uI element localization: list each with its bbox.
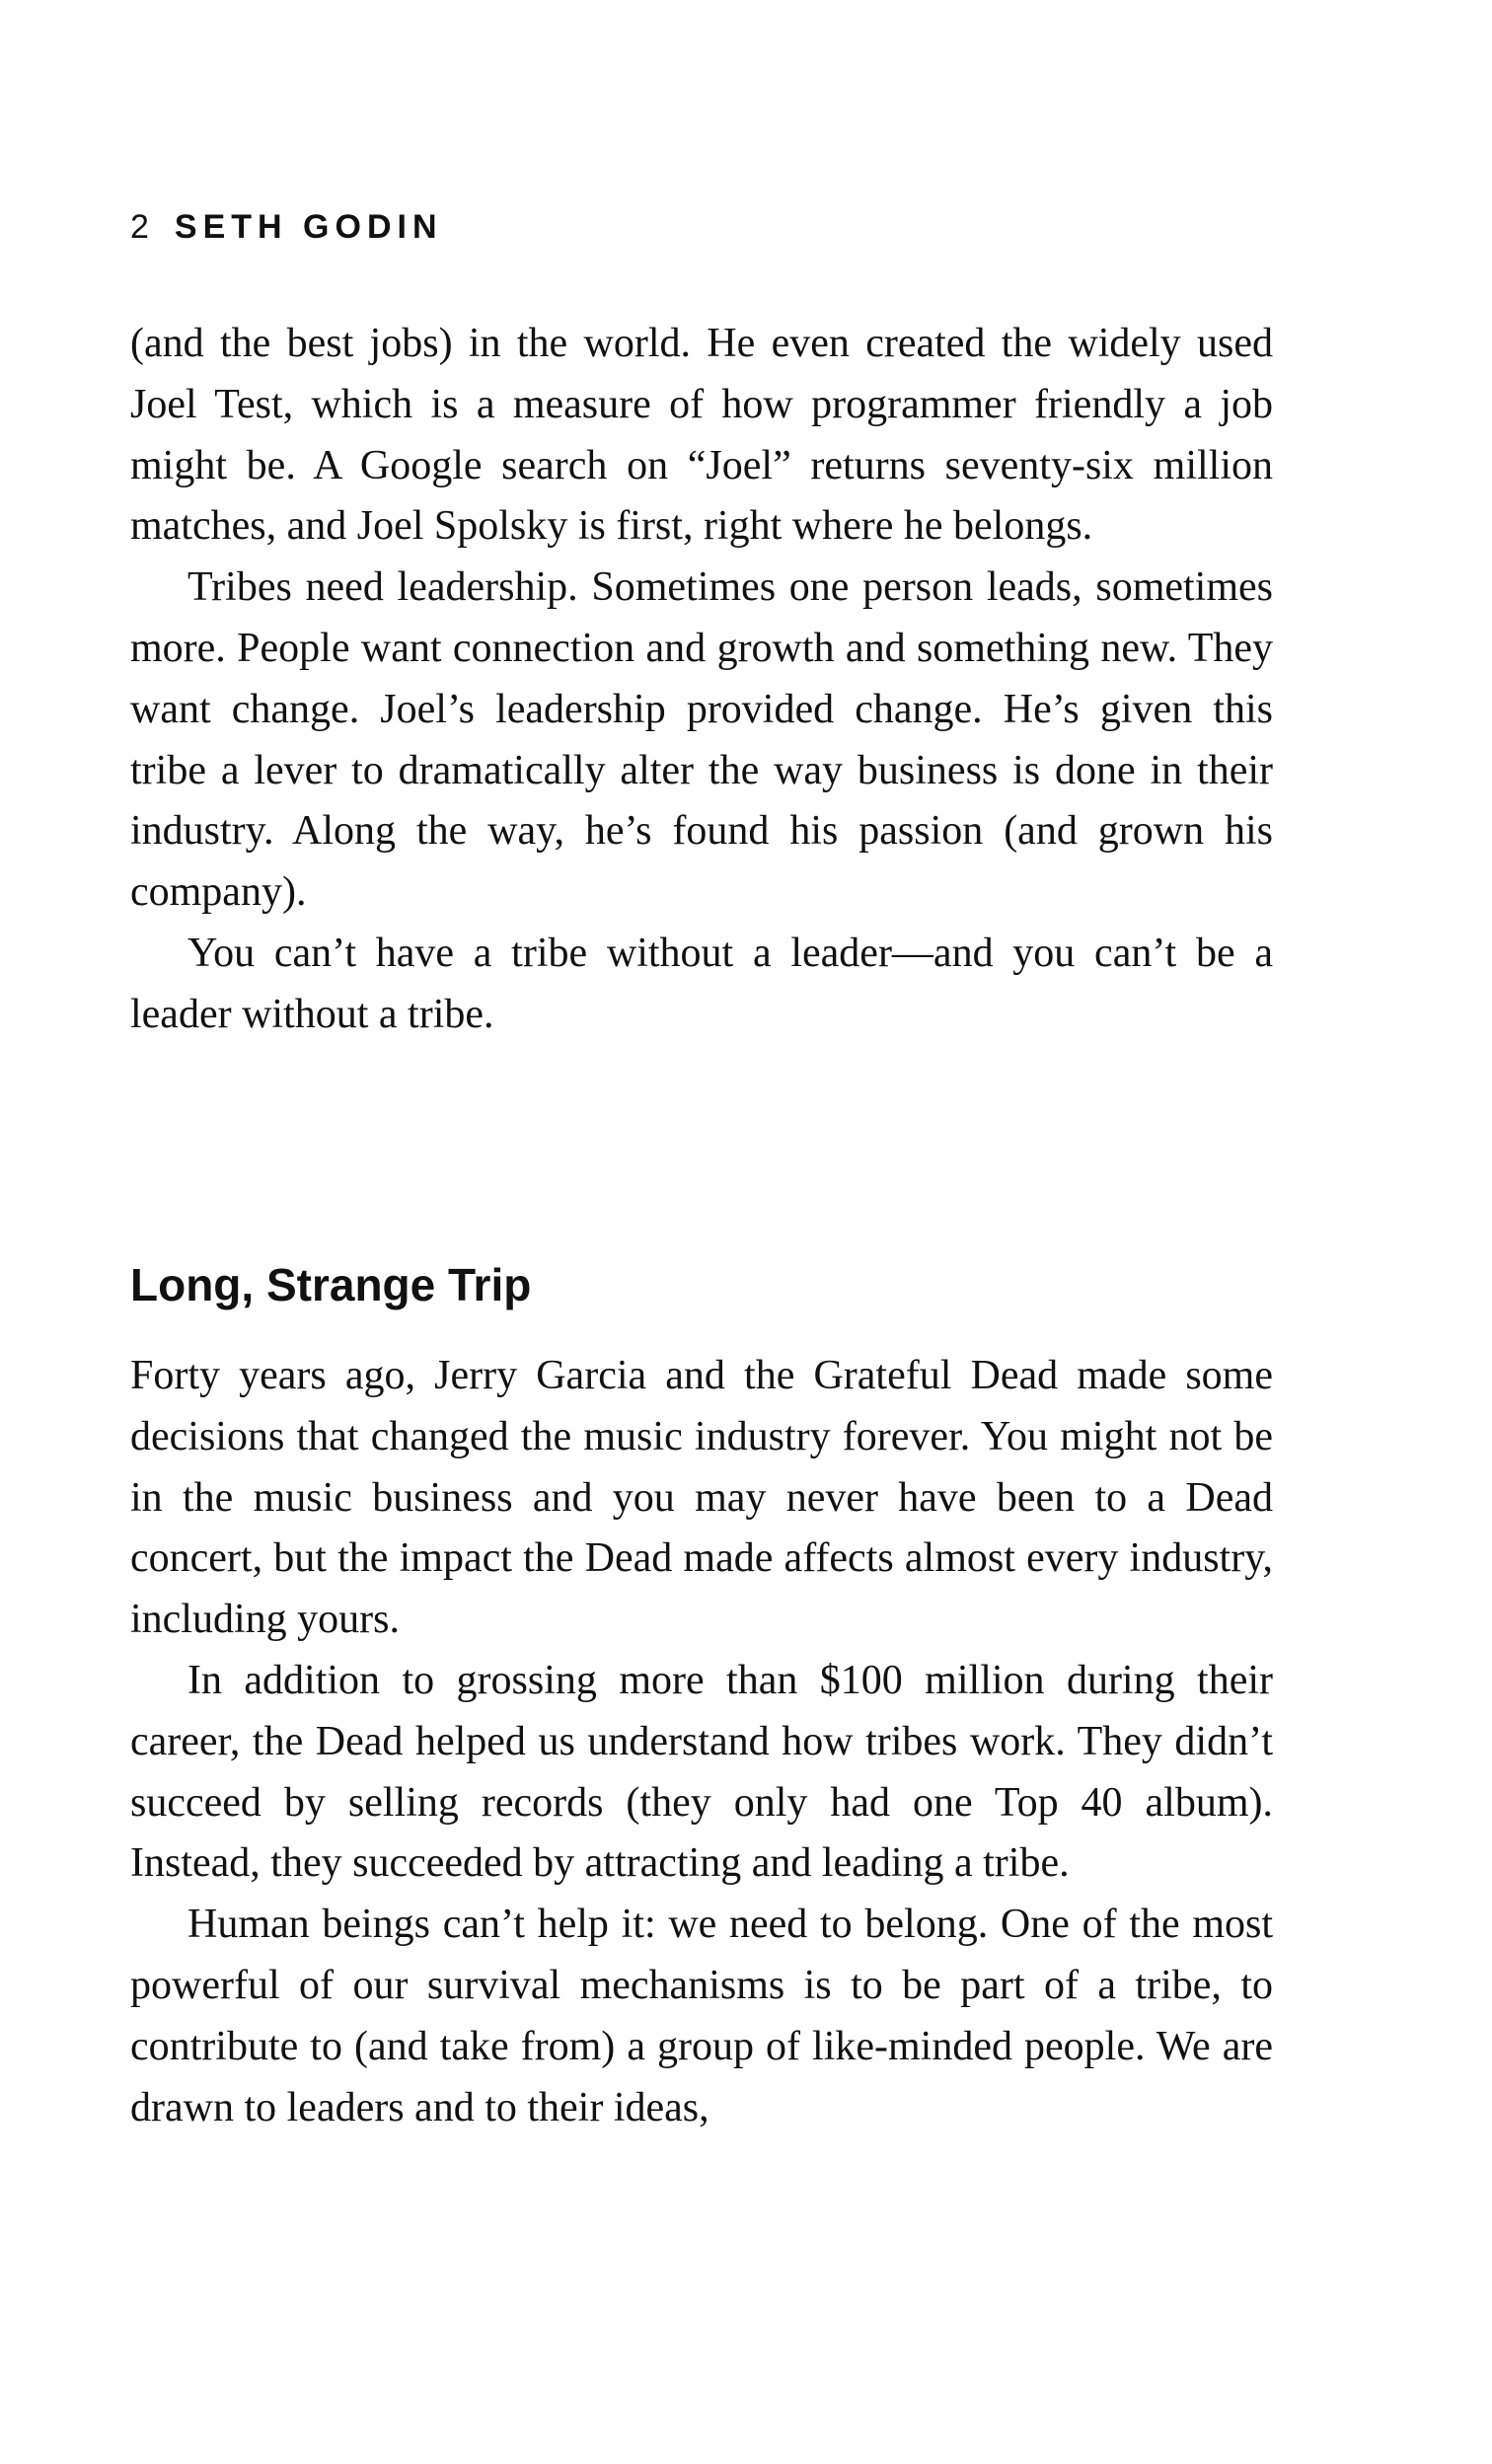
section-one-body (130, 314, 1273, 1046)
running-head (130, 205, 443, 249)
paragraph: In addition to grossing more than $100 million during their career, the Dead helped us understand how tribes work. They didn’t succeed by selling records (they only had one Top 40 album). Instead, they succeeded by attracting and leading a tribe. (130, 1657, 1273, 1887)
paragraph: Human beings can’t help it: we need to belong. One of the most powerful of our survival mechanisms is to be part of a tribe, to contribute to (and take from) a group of like-minded people. We are drawn to leaders and to their ideas, (130, 1902, 1273, 2130)
paragraph: Forty years ago, Jerry Garcia and the Grateful Dead made some decisions that changed the music industry forever. You might not be in the music business and you may never have been to a Dead concert, but the impact the Dead made affects almost every industry, including yours. (130, 1353, 1273, 1643)
page-number: 2 (130, 208, 149, 246)
paragraph: Tribes need leadership. Sometimes one person leads, sometimes more. People want connection and growth and something new. They want change. Joel’s leadership provided change. He’s given this tribe a lever to dramatically alter the way business is done in their industry. Along the way, he’s found his passion (and grown his company). (130, 564, 1273, 916)
paragraph: You can’t have a tribe without a leader—and you can’t be a leader without a tribe. (130, 930, 1273, 1037)
section-heading: Long, Strange Trip (130, 1259, 532, 1310)
paragraph: (and the best jobs) in the world. He even created the widely used Joel Test, which is a measure of how programmer friendly a job might be. A Google search on “Joel” returns seventy-six million matches, and Joel Spolsky is first, right where he belongs. (130, 321, 1273, 550)
section-two-body (130, 1346, 1273, 2138)
running-head-author: SETH GODIN (174, 208, 443, 246)
